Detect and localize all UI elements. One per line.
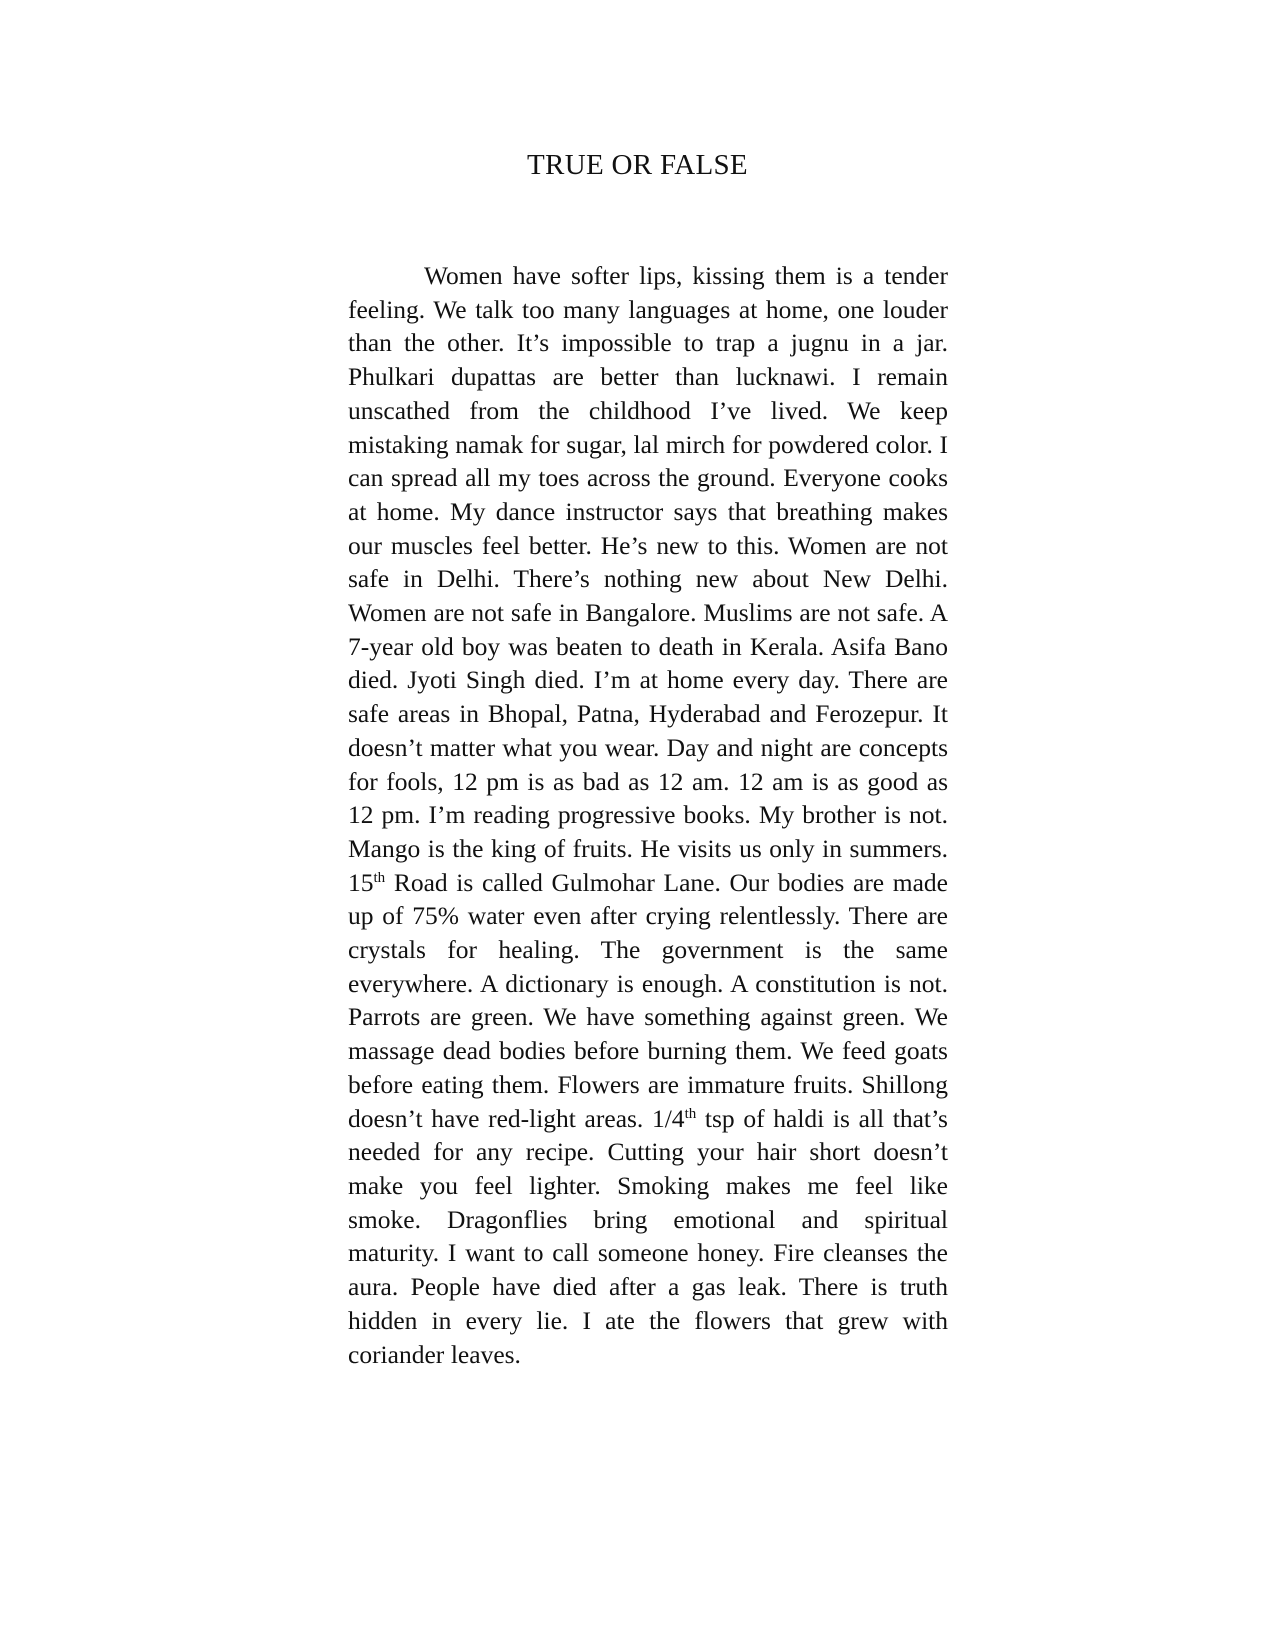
paragraph-text-part-2: Road is called Gulmohar Lane. Our bodies are made up of 75% water even after crying relentlessly. There are crystals for healing. The government is the same everywhere. A dictionary is enough. A constitution is not. Parrots are green. We have something against green. We massage dead bodies before burning them. We feed goats before eating them. Flowers are immature fruits. Shillong doesn’t have red-light areas. 1/4 xyxy=(348,867,948,1133)
paragraph-text-part-1: Women have softer lips, kissing them is a tender feeling. We talk too many languages at home, one louder than the other. It’s impossible to trap a jugnu in a jar. Phulkari dupattas are better than lucknawi. I remain unscathed from the childhood I’ve lived. We keep mistaking namak for sugar, lal mirch for powdered color. I can spread all my toes across the ground. Everyone cooks at home. My dance instructor says that breathing makes our muscles feel better. He’s new to this. Women are not safe in Delhi. There’s nothing new about New Delhi. Women are not safe in Bangalore. Muslims are not safe. A 7-year old boy was beaten to death in Kerala. Asifa Bano died. Jyoti Singh died. I’m at home every day. There are safe areas in Bhopal, Patna, Hyderabad and Ferozepur. It doesn’t matter what you wear. Day and night are concepts for fools, 12 pm is as bad as 12 am. 12 am is as good as 12 pm. I’m reading progressive books. My brother is not. Mango is the king of fruits. He visits us only in summers. 15 xyxy=(348,261,948,897)
page-title: TRUE OR FALSE xyxy=(527,149,748,181)
ordinal-superscript-1: th xyxy=(373,869,386,886)
body-paragraph xyxy=(348,259,948,1371)
paragraph-text-part-3: tsp of haldi is all that’s needed for any recipe. Cutting your hair short doesn’t make you feel lighter. Smoking makes me feel like smoke. Dragonflies bring emotional and spiritual maturity. I want to call someone honey. Fire cleanses the aura. People have died after a gas leak. There is truth hidden in every lie. I ate the flowers that grew with coriander leaves. xyxy=(348,1103,948,1369)
ordinal-superscript-2: th xyxy=(684,1105,697,1122)
